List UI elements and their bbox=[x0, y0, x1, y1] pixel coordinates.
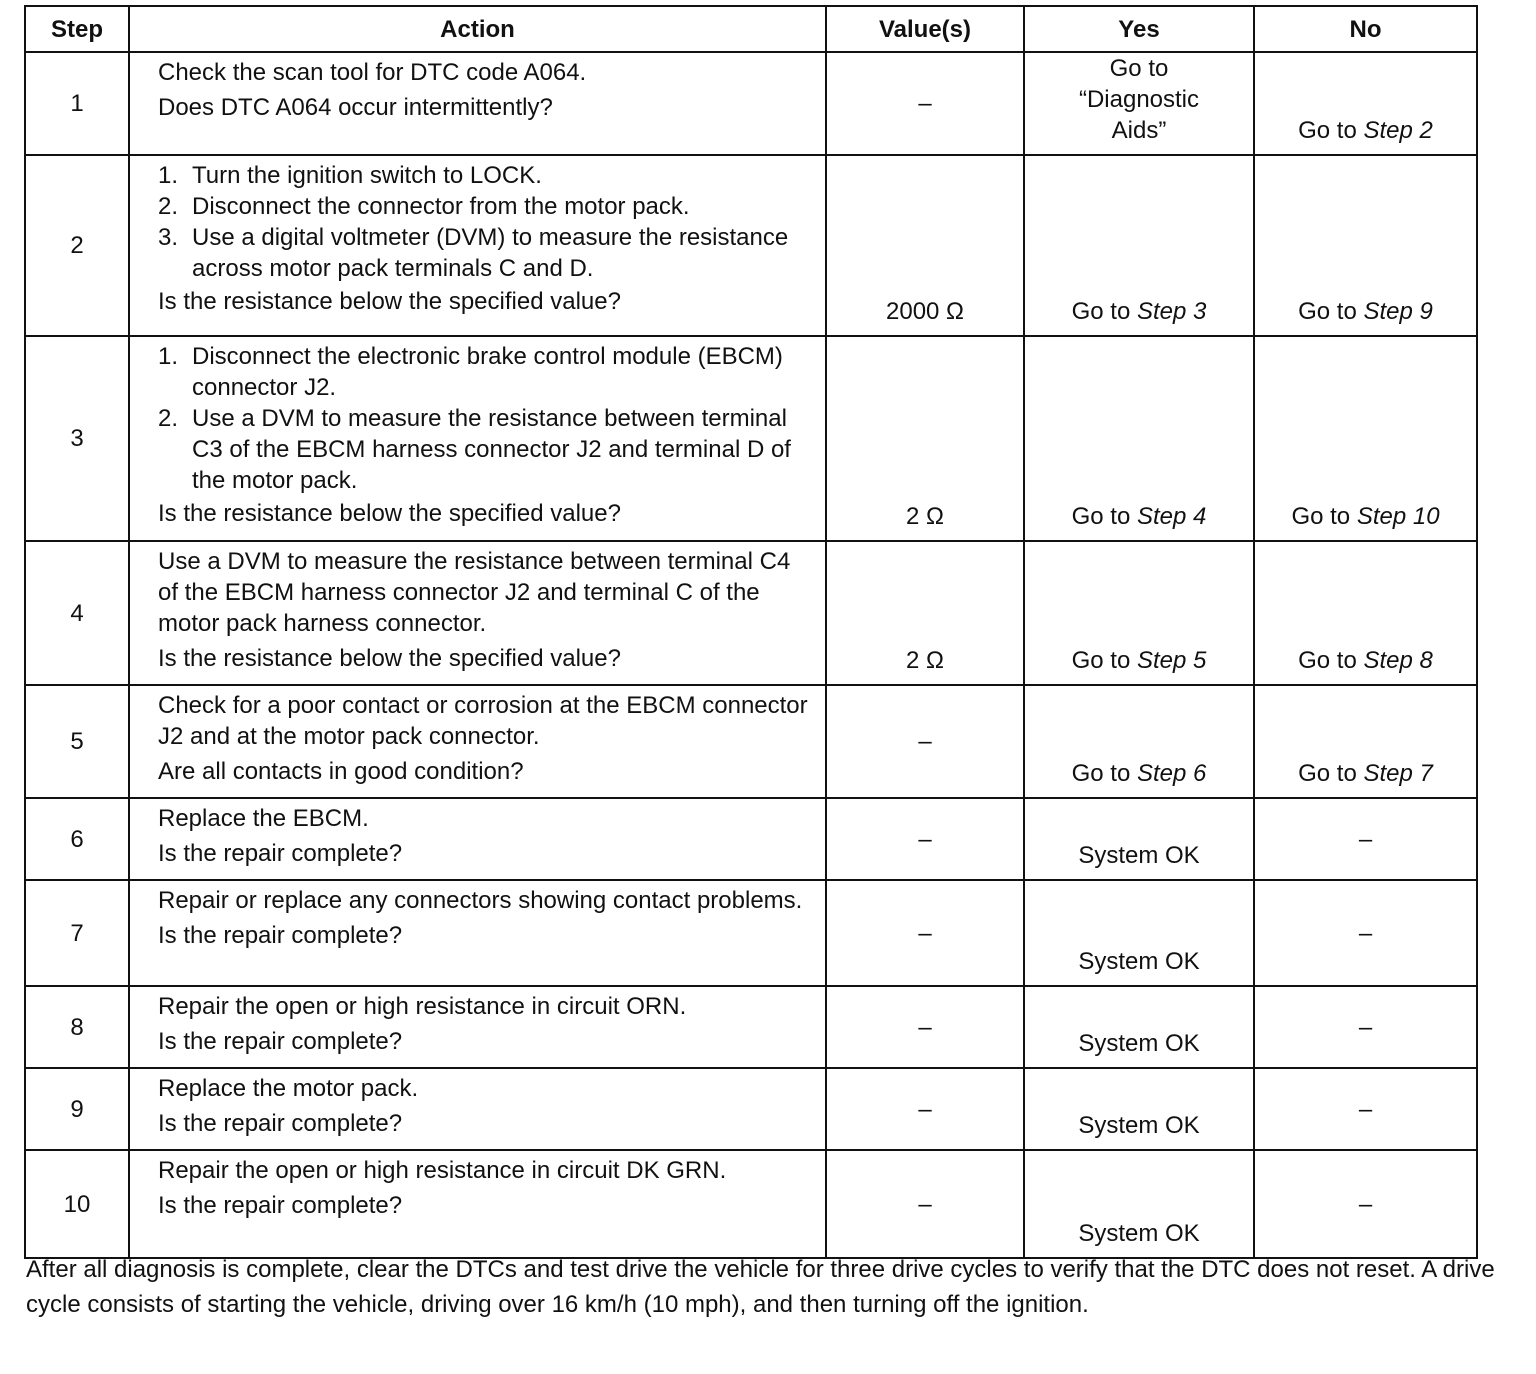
no-cell bbox=[1254, 880, 1477, 986]
table-row bbox=[25, 1068, 1477, 1150]
action-line: Is the resistance below the specified value? bbox=[158, 500, 621, 527]
item-text: Turn the ignition switch to LOCK. bbox=[192, 162, 542, 189]
action-cell bbox=[129, 986, 826, 1068]
action-line: Is the repair complete? bbox=[158, 1028, 403, 1055]
item-number: 1. bbox=[158, 162, 179, 189]
action-line: Is the repair complete? bbox=[158, 1192, 403, 1219]
yes-text: Go to bbox=[1071, 298, 1137, 325]
value-cell: – bbox=[826, 685, 1024, 798]
action-line: Are all contacts in good condition? bbox=[158, 758, 524, 785]
yes-text: System OK bbox=[1078, 842, 1200, 869]
step-number: 4 bbox=[25, 541, 129, 685]
yes-text: System OK bbox=[1078, 1220, 1200, 1247]
no-step-ref: Step 10 bbox=[1356, 503, 1440, 530]
action-step-item bbox=[158, 191, 809, 222]
header-yes: Yes bbox=[1024, 6, 1254, 52]
action-cell bbox=[129, 685, 826, 798]
item-number: 2. bbox=[158, 405, 179, 432]
action-line: Is the repair complete? bbox=[158, 922, 403, 949]
yes-text: Go to bbox=[1071, 647, 1137, 674]
action-step-item bbox=[158, 222, 809, 284]
item-number: 2. bbox=[158, 193, 179, 220]
header-action: Action bbox=[129, 6, 826, 52]
no-cell bbox=[1254, 685, 1477, 798]
value-cell: – bbox=[826, 880, 1024, 986]
yes-cell bbox=[1024, 52, 1254, 155]
step-number: 10 bbox=[25, 1150, 129, 1258]
value-cell: – bbox=[826, 1150, 1024, 1258]
table-row bbox=[25, 986, 1477, 1068]
action-step-item bbox=[158, 341, 809, 403]
no-text: – bbox=[1358, 825, 1373, 853]
action-line: Is the resistance below the specified value? bbox=[158, 288, 621, 315]
no-text: Go to bbox=[1298, 298, 1364, 325]
action-line: Check for a poor contact or corrosion at the EBCM connector J2 and at the motor pack connector. bbox=[158, 692, 808, 750]
no-text: Go to bbox=[1291, 503, 1357, 530]
action-line: Replace the EBCM. bbox=[158, 805, 369, 832]
header-row bbox=[25, 6, 1477, 52]
action-step-item bbox=[158, 160, 809, 191]
value-cell: 2 Ω bbox=[826, 336, 1024, 541]
no-text: – bbox=[1358, 1095, 1373, 1123]
action-line: Repair or replace any connectors showing contact problems. bbox=[158, 887, 803, 914]
yes-step-ref: Step 5 bbox=[1136, 647, 1207, 674]
value-cell: – bbox=[826, 52, 1024, 155]
value-cell: – bbox=[826, 798, 1024, 880]
yes-cell bbox=[1024, 798, 1254, 880]
value-cell: – bbox=[826, 986, 1024, 1068]
item-text: Disconnect the electronic brake control module (EBCM) connector J2. bbox=[192, 343, 783, 401]
step-number: 1 bbox=[25, 52, 129, 155]
action-cell bbox=[129, 1150, 826, 1258]
no-text: – bbox=[1358, 1190, 1373, 1218]
action-cell bbox=[129, 155, 826, 336]
table-row bbox=[25, 541, 1477, 685]
action-line: Replace the motor pack. bbox=[158, 1075, 419, 1102]
action-line: Repair the open or high resistance in circuit ORN. bbox=[158, 993, 687, 1020]
step-number: 5 bbox=[25, 685, 129, 798]
step-number: 6 bbox=[25, 798, 129, 880]
action-line: Is the repair complete? bbox=[158, 1110, 403, 1137]
yes-cell bbox=[1024, 986, 1254, 1068]
yes-text: System OK bbox=[1078, 1112, 1200, 1139]
table-row bbox=[25, 798, 1477, 880]
yes-cell bbox=[1024, 1150, 1254, 1258]
no-step-ref: Step 9 bbox=[1363, 298, 1433, 325]
action-line: Is the repair complete? bbox=[158, 840, 403, 867]
footer-note: After all diagnosis is complete, clear the DTCs and test drive the vehicle for three drive cycles to verify that the DTC does not reset. A drive cycle consists of starting the vehicle, driving over 16 km/h (10 mph), and then turning off the ignition. bbox=[26, 1256, 1495, 1318]
table-row bbox=[25, 155, 1477, 336]
step-number: 8 bbox=[25, 986, 129, 1068]
yes-cell bbox=[1024, 685, 1254, 798]
table-row bbox=[25, 52, 1477, 155]
no-cell bbox=[1254, 1068, 1477, 1150]
item-text: Use a digital voltmeter (DVM) to measure the resistance across motor pack terminals C and D. bbox=[192, 224, 789, 282]
item-number: 1. bbox=[158, 343, 179, 370]
no-cell bbox=[1254, 336, 1477, 541]
item-text: Disconnect the connector from the motor pack. bbox=[192, 193, 690, 220]
item-text: Use a DVM to measure the resistance between terminal C3 of the EBCM harness connector J2 and terminal D of the motor pack. bbox=[192, 405, 791, 494]
action-line: Does DTC A064 occur intermittently? bbox=[158, 94, 553, 121]
action-cell bbox=[129, 798, 826, 880]
value-cell: – bbox=[826, 1068, 1024, 1150]
yes-text: Go to bbox=[1071, 503, 1137, 530]
action-cell bbox=[129, 1068, 826, 1150]
no-cell bbox=[1254, 155, 1477, 336]
table-row bbox=[25, 336, 1477, 541]
no-text: Go to bbox=[1298, 647, 1364, 674]
action-cell bbox=[129, 541, 826, 685]
value-cell: 2000 Ω bbox=[826, 155, 1024, 336]
no-cell bbox=[1254, 52, 1477, 155]
yes-cell bbox=[1024, 541, 1254, 685]
no-cell bbox=[1254, 798, 1477, 880]
yes-text: Go to “Diagnostic Aids” bbox=[1078, 55, 1200, 144]
action-line: Use a DVM to measure the resistance between terminal C4 of the EBCM harness connector J2 and terminal C of the motor pack harness connector. bbox=[158, 548, 791, 637]
header-no: No bbox=[1254, 6, 1477, 52]
yes-step-ref: Step 4 bbox=[1136, 503, 1207, 530]
header-step: Step bbox=[25, 6, 129, 52]
no-text: – bbox=[1358, 919, 1373, 947]
action-line: Is the resistance below the specified value? bbox=[158, 645, 621, 672]
no-cell bbox=[1254, 1150, 1477, 1258]
no-text: Go to bbox=[1298, 117, 1364, 144]
action-line: Repair the open or high resistance in circuit DK GRN. bbox=[158, 1157, 727, 1184]
yes-text: System OK bbox=[1078, 948, 1200, 975]
yes-cell bbox=[1024, 336, 1254, 541]
no-cell bbox=[1254, 541, 1477, 685]
yes-cell bbox=[1024, 155, 1254, 336]
header-values: Value(s) bbox=[826, 6, 1024, 52]
yes-text: System OK bbox=[1078, 1030, 1200, 1057]
no-step-ref: Step 7 bbox=[1363, 760, 1433, 787]
diagnostic-table bbox=[24, 5, 1478, 1259]
no-cell bbox=[1254, 986, 1477, 1068]
action-cell bbox=[129, 52, 826, 155]
no-step-ref: Step 8 bbox=[1363, 647, 1433, 674]
yes-cell bbox=[1024, 880, 1254, 986]
no-step-ref: Step 2 bbox=[1363, 117, 1433, 144]
table-row bbox=[25, 685, 1477, 798]
table-row bbox=[25, 880, 1477, 986]
yes-text: Go to bbox=[1071, 760, 1137, 787]
step-number: 9 bbox=[25, 1068, 129, 1150]
yes-step-ref: Step 6 bbox=[1136, 760, 1207, 787]
item-number: 3. bbox=[158, 224, 179, 251]
table-row bbox=[25, 1150, 1477, 1258]
table-body bbox=[25, 52, 1477, 1258]
action-cell bbox=[129, 336, 826, 541]
value-cell: 2 Ω bbox=[826, 541, 1024, 685]
no-text: Go to bbox=[1298, 760, 1364, 787]
step-number: 2 bbox=[25, 155, 129, 336]
no-text: – bbox=[1358, 1013, 1373, 1041]
action-line: Check the scan tool for DTC code A064. bbox=[158, 59, 587, 86]
action-cell bbox=[129, 880, 826, 986]
yes-step-ref: Step 3 bbox=[1136, 298, 1207, 325]
yes-cell bbox=[1024, 1068, 1254, 1150]
step-number: 7 bbox=[25, 880, 129, 986]
action-step-item bbox=[158, 403, 809, 496]
step-number: 3 bbox=[25, 336, 129, 541]
